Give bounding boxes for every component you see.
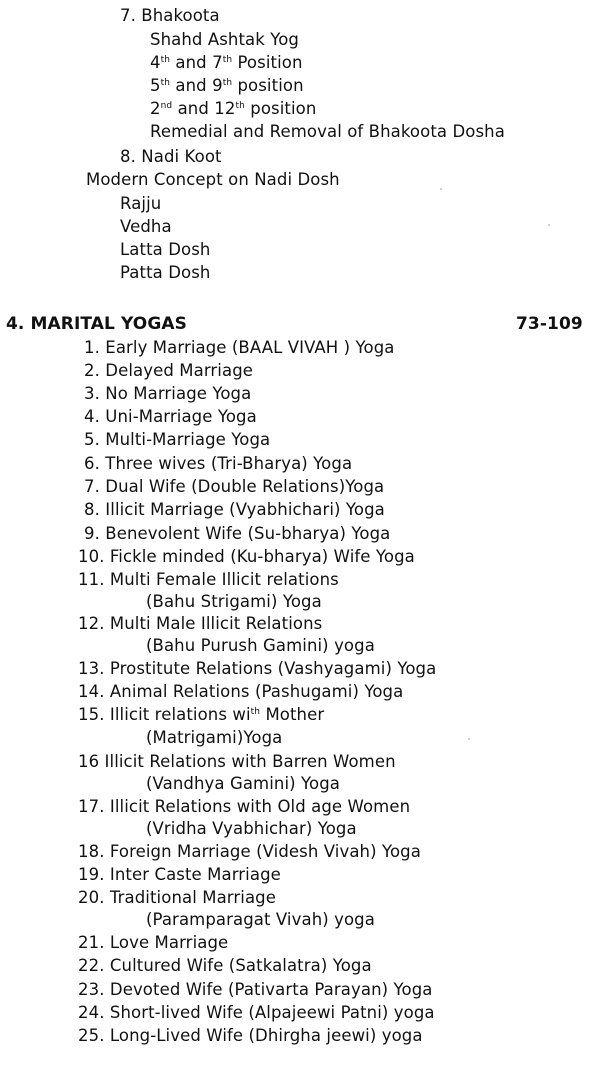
text-part: Mother [260, 705, 325, 724]
text-part: position [244, 99, 317, 118]
scan-speck [468, 738, 470, 740]
toc-subitem-vedha: Vedha [120, 217, 172, 236]
list-item: 24. Short-lived Wife (Alpajeewi Patni) yoga [78, 1003, 435, 1022]
list-item-continuation: (Vandhya Gamini) Yoga [146, 774, 341, 793]
list-item: 10. Fickle minded (Ku-bharya) Wife Yoga [78, 547, 415, 566]
list-item: 17. Illicit Relations with Old age Women [78, 797, 411, 816]
text-part: 5 [150, 76, 161, 95]
list-item: 6. Three wives (Tri-Bharya) Yoga [84, 454, 353, 473]
toc-subitem-shahd-ashtak: Shahd Ashtak Yog [150, 30, 299, 49]
list-item-continuation: (Vridha Vyabhichar) Yoga [146, 819, 357, 838]
text-part: position [232, 76, 304, 95]
toc-subitem-latta-dosh: Latta Dosh [120, 240, 211, 259]
list-item-continuation: (Matrigami)Yoga [146, 728, 283, 747]
list-item: 3. No Marriage Yoga [84, 384, 252, 403]
list-item: 1. Early Marriage (BAAL VIVAH ) Yoga [84, 338, 395, 357]
list-item: 19. Inter Caste Marriage [78, 865, 281, 884]
list-item: 2. Delayed Marriage [84, 361, 254, 380]
toc-subitem-patta-dosh: Patta Dosh [120, 263, 211, 282]
toc-item-nadi-koot: 8. Nadi Koot [120, 147, 222, 166]
list-item-continuation: (Bahu Strigami) Yoga [146, 592, 322, 611]
list-item: 5. Multi-Marriage Yoga [84, 430, 271, 449]
toc-subitem-4-7-position [150, 53, 303, 73]
list-item: 16 Illicit Relations with Barren Women [78, 752, 396, 771]
list-item: 14. Animal Relations (Pashugami) Yoga [78, 682, 404, 701]
list-item: 21. Love Marriage [78, 933, 229, 952]
superscript: th [222, 78, 233, 88]
list-item: 23. Devoted Wife (Pativarta Parayan) Yoga [78, 980, 433, 999]
list-item: 12. Multi Male Illicit Relations [78, 614, 323, 633]
list-item: 7. Dual Wife (Double Relations)Yoga [84, 477, 385, 496]
toc-section-modern-concept: Modern Concept on Nadi Dosh [86, 170, 340, 189]
scan-speck [440, 188, 442, 190]
list-item: 13. Prostitute Relations (Vashyagami) Yoga [78, 659, 437, 678]
superscript: th [250, 707, 261, 717]
superscript: th [160, 55, 171, 65]
list-item: 22. Cultured Wife (Satkalatra) Yoga [78, 956, 372, 975]
list-item [78, 705, 324, 725]
list-item: 20. Traditional Marriage [78, 888, 276, 907]
toc-subitem-rajju: Rajju [120, 194, 162, 213]
chapter-page-range: 73-109 [516, 314, 583, 334]
list-item-continuation: (Bahu Purush Gamini) yoga [146, 636, 375, 655]
list-item: 8. Illicit Marriage (Vyabhichari) Yoga [84, 500, 385, 519]
text-part: Position [232, 53, 303, 72]
list-item: 9. Benevolent Wife (Su-bharya) Yoga [84, 524, 391, 543]
list-item-continuation: (Paramparagat Vivah) yoga [146, 910, 375, 929]
scan-speck [548, 224, 550, 226]
toc-subitem-5-9-position [150, 76, 304, 96]
text-part: and 7 [170, 53, 223, 72]
text-part: 15. Illicit relations wi [78, 705, 251, 724]
list-item: 25. Long-Lived Wife (Dhirgha jeewi) yoga [78, 1026, 423, 1045]
chapter-heading: 4. MARITAL YOGAS [6, 314, 187, 334]
superscript: th [222, 55, 233, 65]
list-item: 18. Foreign Marriage (Videsh Vivah) Yoga [78, 842, 421, 861]
superscript: th [235, 101, 245, 111]
text-part: 2 [150, 99, 161, 118]
superscript: th [160, 78, 171, 88]
superscript: nd [160, 101, 173, 111]
text-part: and 12 [172, 99, 236, 118]
list-item: 11. Multi Female Illicit relations [78, 570, 339, 589]
toc-item-bhakoota: 7. Bhakoota [120, 6, 220, 25]
toc-subitem-2-12-position [150, 99, 316, 119]
toc-subitem-remedial: Remedial and Removal of Bhakoota Dosha [150, 122, 505, 141]
list-item: 4. Uni-Marriage Yoga [84, 407, 257, 426]
text-part: 4 [150, 53, 161, 72]
text-part: and 9 [170, 76, 223, 95]
